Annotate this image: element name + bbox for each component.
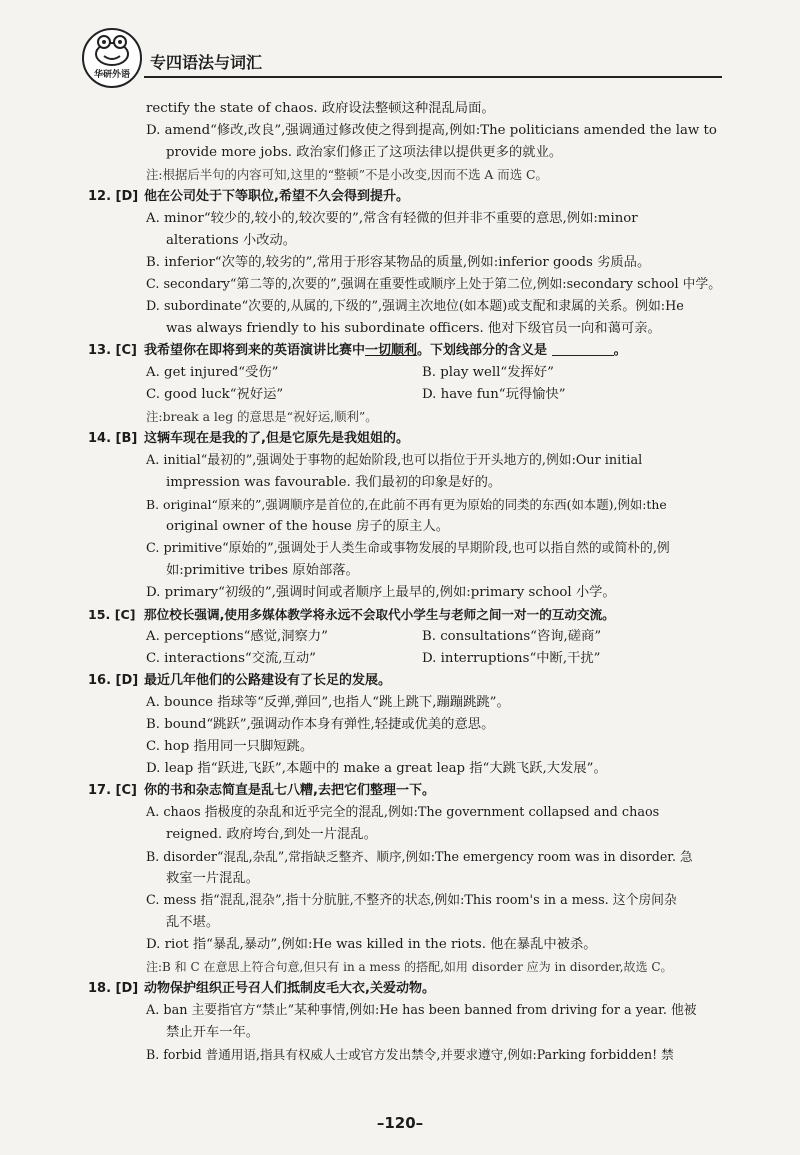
option-c-cont: 如:primitive tribes 原始部落。 xyxy=(166,563,359,578)
option-d-cont: provide more jobs. 政治家们修正了这项法律以提供更多的就业。 xyxy=(166,145,563,160)
option-d: D. amend“修改,改良”,强调通过修改使之得到提高,例如:The politicians amended the law to xyxy=(146,123,717,138)
option-a: A. minor“较少的,较小的,较次要的”,常含有轻微的但并非不重要的意思,例如:minor xyxy=(146,211,638,226)
option-b: B. bound“跳跃”,强调动作本身有弹性,轻捷或优美的意思。 xyxy=(146,717,495,732)
option-d: D. have fun“玩得愉快” xyxy=(422,387,566,402)
option-a-cont: 禁止开车一年。 xyxy=(166,1025,260,1040)
question-16: 16. [D] 最近几年他们的公路建设有了长足的发展。 xyxy=(88,673,392,688)
option-b: B. play well“发挥好” xyxy=(422,365,554,380)
option-a: A. ban 主要指官方“禁止”某种事情,例如:He has been banned from driving for a year. 他被 xyxy=(146,1003,697,1018)
option-d: D. interruptions“中断,干扰” xyxy=(422,651,601,666)
logo-text: 华研外语 xyxy=(93,70,130,80)
option-d: D. riot 指“暴乱,暴动”,例如:He was killed in the riots. 他在暴乱中被杀。 xyxy=(146,937,597,952)
page-number: –120– xyxy=(376,1114,424,1132)
option-c: C. mess 指“混乱,混杂”,指十分肮脏,不整齐的状态,例如:This room's in a mess. 这个房间杂 xyxy=(146,893,677,908)
option-b-cont: 救室一片混乱。 xyxy=(166,871,260,886)
option-b-cont: original owner of the house 房子的原主人。 xyxy=(166,519,450,534)
option-row xyxy=(88,384,736,406)
page-content xyxy=(88,98,736,1066)
option-c: C. interactions“交流,互动” xyxy=(146,651,316,666)
publisher-logo xyxy=(82,28,142,88)
option-row xyxy=(88,648,736,670)
answer-blank xyxy=(552,355,614,356)
question-15: 15. [C] 那位校长强调,使用多媒体教学将永远不会取代小学生与老师之间一对一的互动交流。 xyxy=(88,607,615,622)
option-d: D. leap 指“跃进,飞跃”,本题中的 make a great leap 指“大跳飞跃,大发展”。 xyxy=(146,761,607,776)
page-header xyxy=(82,28,722,84)
continued-line: rectify the state of chaos. 政府设法整顿这种混乱局面。 xyxy=(146,101,495,116)
frog-mascot-icon xyxy=(84,30,140,70)
option-row xyxy=(88,626,736,648)
option-d-cont: was always friendly to his subordinate officers. 他对下级官员一向和蔼可亲。 xyxy=(166,321,661,336)
option-b: B. disorder“混乱,杂乱”,常指缺乏整齐、顺序,例如:The emergency room was in disorder. 急 xyxy=(146,849,693,864)
question-13: 13. [C] 我希望你在即将到来的英语演讲比赛中一切顺利。下划线部分的含义是 。 xyxy=(88,343,627,358)
option-b: B. consultations“咨询,磋商” xyxy=(422,629,602,644)
option-c: C. primitive“原始的”,强调处于人类生命或事物发展的早期阶段,也可以指自然的或简朴的,例 xyxy=(146,541,670,556)
option-row xyxy=(88,362,736,384)
question-12: 12. [D] 他在公司处于下等职位,希望不久会得到提升。 xyxy=(88,189,409,204)
option-a: A. perceptions“感觉,洞察力” xyxy=(146,629,328,644)
option-d: D. primary“初级的”,强调时间或者顺序上最早的,例如:primary school 小学。 xyxy=(146,585,616,600)
note: 注:break a leg 的意思是“祝好运,顺利”。 xyxy=(146,409,378,424)
option-a-cont: alterations 小改动。 xyxy=(166,233,297,248)
question-14: 14. [B] 这辆车现在是我的了,但是它原先是我姐姐的。 xyxy=(88,431,409,446)
header-divider xyxy=(144,76,722,78)
option-c: C. secondary“第二等的,次要的”,强调在重要性或顺序上处于第二位,例如:secondary school 中学。 xyxy=(146,277,722,292)
option-b: B. inferior“次等的,较劣的”,常用于形容某物品的质量,例如:inferior goods 劣质品。 xyxy=(146,255,651,270)
option-b: B. forbid 普通用语,指具有权威人士或官方发出禁令,并要求遵守,例如:Parking forbidden! 禁 xyxy=(146,1047,674,1062)
note: 注:根据后半句的内容可知,这里的“整顿”不是小改变,因而不选 A 而选 C。 xyxy=(146,167,548,182)
option-b: B. original“原来的”,强调顺序是首位的,在此前不再有更为原始的同类的东西(如本题),例如:the xyxy=(146,497,667,512)
note: 注:B 和 C 在意思上符合句意,但只有 in a mess 的搭配,如用 disorder 应为 in disorder,故选 C。 xyxy=(146,960,673,974)
question-18: 18. [D] 动物保护组织正号召人们抵制皮毛大衣,关爱动物。 xyxy=(88,981,435,996)
section-title: 专四语法与词汇 xyxy=(150,53,263,72)
option-c: C. good luck“祝好运” xyxy=(146,387,284,402)
option-c-cont: 乱不堪。 xyxy=(166,915,220,930)
option-a: A. bounce 指球等“反弹,弹回”,也指人“跳上跳下,蹦蹦跳跳”。 xyxy=(146,695,510,710)
option-a-cont: reigned. 政府垮台,到处一片混乱。 xyxy=(166,827,377,842)
option-c: C. hop 指用同一只脚短跳。 xyxy=(146,739,314,754)
option-d: D. subordinate“次要的,从属的,下级的”,强调主次地位(如本题)或支配和隶属的关系。例如:He xyxy=(146,299,684,314)
question-17: 17. [C] 你的书和杂志简直是乱七八糟,去把它们整理一下。 xyxy=(88,783,435,798)
option-a: A. chaos 指极度的杂乱和近乎完全的混乱,例如:The government collapsed and chaos xyxy=(146,805,660,820)
option-a-cont: impression was favourable. 我们最初的印象是好的。 xyxy=(166,475,502,490)
option-a: A. get injured“受伤” xyxy=(146,365,279,380)
option-a: A. initial“最初的”,强调处于事物的起始阶段,也可以指位于开头地方的,例如:Our initial xyxy=(146,453,643,468)
